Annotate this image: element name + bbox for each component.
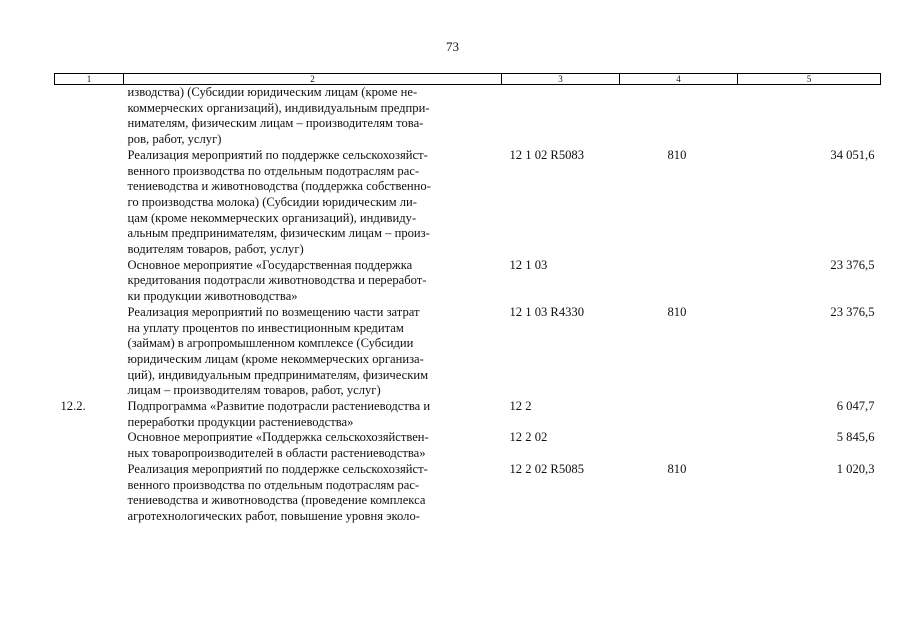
row-number [55, 462, 124, 525]
item-name: Реализация мероприятий по поддержке сельскохозяйст- венного производства по отдельным подотраслям рас- тениеводства и животноводства (проведение комплекса агротехнологических работ, повышение уровня эколо- [127, 461, 428, 523]
classification-code: 12 1 02 R5083 [509, 147, 585, 162]
amount: 5 845,6 [836, 430, 875, 445]
amount: 23 376,5 [830, 257, 875, 272]
page-number: 73 [446, 39, 459, 54]
expense-type-code [620, 399, 738, 430]
classification-code: 12 2 02 R5085 [509, 461, 585, 476]
row-number [55, 148, 124, 258]
item-name: Подпрограмма «Развитие подотрасли растениеводства и переработки продукции растениеводства» [127, 399, 431, 429]
header-col-3: 3 [502, 74, 620, 85]
header-col-5: 5 [738, 74, 881, 85]
table-row [55, 85, 881, 148]
table-row [55, 148, 881, 258]
amount: 1 020,3 [836, 461, 875, 476]
amount: 23 376,5 [830, 304, 875, 319]
row-number [55, 430, 124, 461]
classification-code: 12 1 03 R4330 [509, 304, 585, 319]
amount [738, 85, 881, 148]
expense-type-code [620, 258, 738, 305]
amount: 6 047,7 [836, 399, 875, 414]
item-name: Основное мероприятие «Государственная поддержка кредитования подотрасли животноводства и переработ- ки продукции животноводства» [127, 257, 427, 304]
expense-type-code: 810 [667, 304, 687, 319]
budget-table [54, 73, 881, 525]
header-col-4: 4 [620, 74, 738, 85]
table-row [55, 258, 881, 305]
header-col-2: 2 [124, 74, 502, 85]
classification-code [502, 85, 620, 148]
classification-code: 12 2 [509, 399, 532, 414]
table-row [55, 305, 881, 399]
row-number [55, 305, 124, 399]
classification-code: 12 1 03 [509, 257, 548, 272]
expense-type-code: 810 [667, 147, 687, 162]
header-col-1: 1 [55, 74, 124, 85]
expense-type-code: 810 [667, 461, 687, 476]
table-row [55, 462, 881, 525]
expense-type-code [620, 85, 738, 148]
column-number-header [55, 74, 881, 85]
item-name: Реализация мероприятий по возмещению части затрат на уплату процентов по инвестиционным кредитам (займам) в агропромышленном комплексе (Субсидии юридическим лицам (кроме некоммерческих организа- ций), индивидуальным предпринимателям, физическим лицам – производителям товаров, работ, услуг) [127, 304, 429, 398]
row-number [55, 85, 124, 148]
row-number [55, 258, 124, 305]
table-row [55, 399, 881, 430]
classification-code: 12 2 02 [509, 430, 548, 445]
item-name: Реализация мероприятий по поддержке сельскохозяйст- венного производства по отдельным подотраслям рас- тениеводства и животноводства (поддержка собственно- го производства молока) (Субсидии юридическим ли- цам (кроме некоммерческих организаций), индивиду- альным предпринимателям, физическим лицам – произ- водителям товаров, работ, услуг) [127, 147, 431, 257]
table-row [55, 430, 881, 461]
item-name: Основное мероприятие «Поддержка сельскохозяйствен- ных товаропроизводителей в области растениеводства» [127, 430, 429, 461]
amount: 34 051,6 [830, 147, 875, 162]
expense-type-code [620, 430, 738, 461]
row-number: 12.2. [60, 399, 86, 414]
item-name: изводства) (Субсидии юридическим лицам (кроме не- коммерческих организаций), индивидуальным предпри- нимателям, физическим лицам – производителям това- ров, работ, услуг) [127, 85, 430, 147]
table-body [55, 85, 881, 525]
